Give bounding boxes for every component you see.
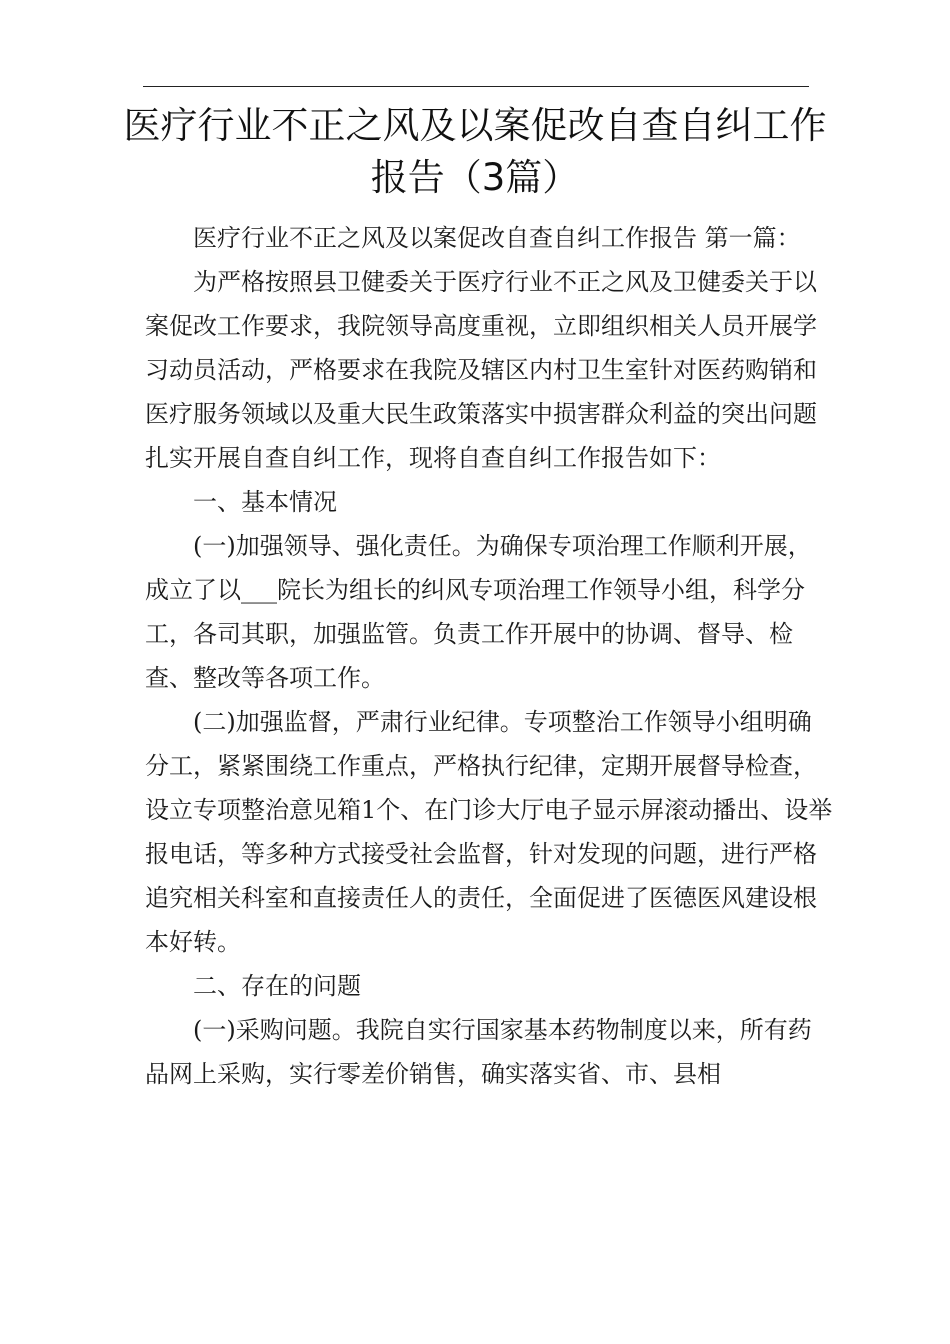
document-body xyxy=(145,216,835,1096)
body-paragraph: (一)采购问题。我院自实行国家基本药物制度以来，所有药品网上采购，实行零差价销售，确实落实省、市、县相 xyxy=(145,1016,812,1088)
body-paragraph: 为严格按照县卫健委关于医疗行业不正之风及卫健委关于以案促改工作要求，我院领导高度重视，立即组织相关人员开展学习动员活动，严格要求在我院及辖区内村卫生室针对医药购销和医疗服务领域以及重大民生政策落实中损害群众利益的突出问题扎实开展自查自纠工作，现将自查自纠工作报告如下： xyxy=(145,268,817,472)
body-paragraph: (二)加强监督，严肃行业纪律。专项整治工作领导小组明确分工，紧紧围绕工作重点，严格执行纪律，定期开展督导检查，设立专项整治意见箱1个、在门诊大厅电子显示屏滚动播出、设举报电话，等多种方式接受社会监督，针对发现的问题，进行严格追究相关科室和直接责任人的责任，全面促进了医德医风建设根本好转。 xyxy=(145,708,833,956)
header-rule xyxy=(143,86,809,87)
section-heading-basic-situation: 一、基本情况 xyxy=(193,488,337,516)
section-heading-existing-problems: 二、存在的问题 xyxy=(193,972,361,1000)
body-paragraph: (一)加强领导、强化责任。为确保专项治理工作顺利开展，成立了以___院长为组长的纠风专项治理工作领导小组，科学分工，各司其职，加强监管。负责工作开展中的协调、督导、检查、整改等各项工作。 xyxy=(145,532,812,692)
document-title: 医疗行业不正之风及以案促改自查自纠工作报告（3篇） xyxy=(123,104,827,199)
intro-paragraph: 医疗行业不正之风及以案促改自查自纠工作报告 第一篇： xyxy=(193,224,801,252)
